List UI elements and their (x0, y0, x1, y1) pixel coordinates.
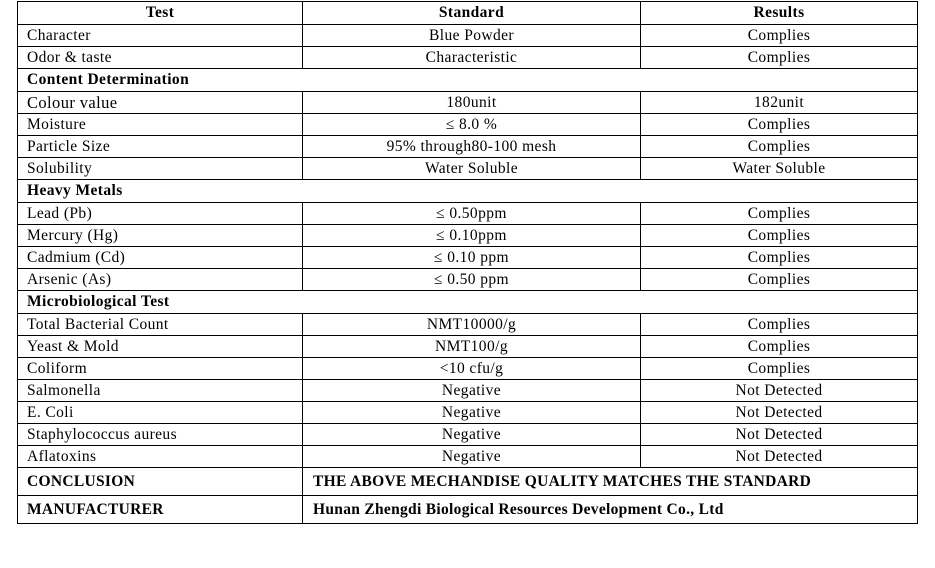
result-value: Complies (641, 269, 918, 291)
result-value: Not Detected (641, 380, 918, 402)
conclusion-value: THE ABOVE MECHANDISE QUALITY MATCHES THE STANDARD (303, 468, 918, 496)
test-name: Coliform (18, 358, 303, 380)
result-value: Not Detected (641, 446, 918, 468)
standard-value: ≤ 8.0 % (303, 114, 641, 136)
standard-value: Negative (303, 446, 641, 468)
test-name: Total Bacterial Count (18, 314, 303, 336)
table-row (18, 47, 918, 69)
standard-value: NMT100/g (303, 336, 641, 358)
standard-value: Negative (303, 380, 641, 402)
result-value: Not Detected (641, 402, 918, 424)
section-title: Heavy Metals (18, 180, 918, 203)
result-value: Complies (641, 203, 918, 225)
test-name: Staphylococcus aureus (18, 424, 303, 446)
table-row (18, 92, 918, 114)
standard-value: 180unit (303, 92, 641, 114)
standard-value: 95% through80-100 mesh (303, 136, 641, 158)
test-name: Particle Size (18, 136, 303, 158)
test-name: Yeast & Mold (18, 336, 303, 358)
test-name: E. Coli (18, 402, 303, 424)
result-value: Complies (641, 47, 918, 69)
table-row (18, 25, 918, 47)
table-row (18, 380, 918, 402)
table-row (18, 424, 918, 446)
standard-value: <10 cfu/g (303, 358, 641, 380)
section-title: Content Determination (18, 69, 918, 92)
specification-table (17, 1, 918, 524)
result-value: 182unit (641, 92, 918, 114)
result-value: Complies (641, 247, 918, 269)
table-row (18, 269, 918, 291)
standard-value: Characteristic (303, 47, 641, 69)
table-row (18, 136, 918, 158)
standard-value: ≤ 0.50 ppm (303, 269, 641, 291)
table-header-row (18, 2, 918, 25)
header-standard: Standard (303, 2, 641, 25)
table-row (18, 336, 918, 358)
standard-value: ≤ 0.10 ppm (303, 247, 641, 269)
standard-value: Water Soluble (303, 158, 641, 180)
header-results: Results (641, 2, 918, 25)
test-name: Arsenic (As) (18, 269, 303, 291)
result-value: Complies (641, 25, 918, 47)
test-name: Solubility (18, 158, 303, 180)
manufacturer-value: Hunan Zhengdi Biological Resources Development Co., Ltd (303, 496, 918, 524)
standard-value: Negative (303, 424, 641, 446)
manufacturer-row (18, 496, 918, 524)
table-row (18, 203, 918, 225)
test-name: Lead (Pb) (18, 203, 303, 225)
conclusion-label: CONCLUSION (18, 468, 303, 496)
standard-value: Blue Powder (303, 25, 641, 47)
table-row (18, 314, 918, 336)
result-value: Not Detected (641, 424, 918, 446)
table-row (18, 446, 918, 468)
section-title: Microbiological Test (18, 291, 918, 314)
result-value: Complies (641, 136, 918, 158)
test-name: Colour value (18, 92, 303, 114)
table-row (18, 247, 918, 269)
result-value: Water Soluble (641, 158, 918, 180)
standard-value: ≤ 0.10ppm (303, 225, 641, 247)
standard-value: Negative (303, 402, 641, 424)
test-name: Aflatoxins (18, 446, 303, 468)
table-row (18, 225, 918, 247)
test-name: Character (18, 25, 303, 47)
test-name: Salmonella (18, 380, 303, 402)
result-value: Complies (641, 336, 918, 358)
test-name: Cadmium (Cd) (18, 247, 303, 269)
test-name: Odor & taste (18, 47, 303, 69)
standard-value: ≤ 0.50ppm (303, 203, 641, 225)
result-value: Complies (641, 358, 918, 380)
test-name: Mercury (Hg) (18, 225, 303, 247)
manufacturer-label: MANUFACTURER (18, 496, 303, 524)
table-row (18, 158, 918, 180)
result-value: Complies (641, 225, 918, 247)
test-name: Moisture (18, 114, 303, 136)
table-row (18, 114, 918, 136)
header-test: Test (18, 2, 303, 25)
result-value: Complies (641, 114, 918, 136)
conclusion-row (18, 468, 918, 496)
table-row (18, 402, 918, 424)
section-row-microbiological-test (18, 291, 918, 314)
table-row (18, 358, 918, 380)
standard-value: NMT10000/g (303, 314, 641, 336)
section-row-content-determination (18, 69, 918, 92)
section-row-heavy-metals (18, 180, 918, 203)
result-value: Complies (641, 314, 918, 336)
